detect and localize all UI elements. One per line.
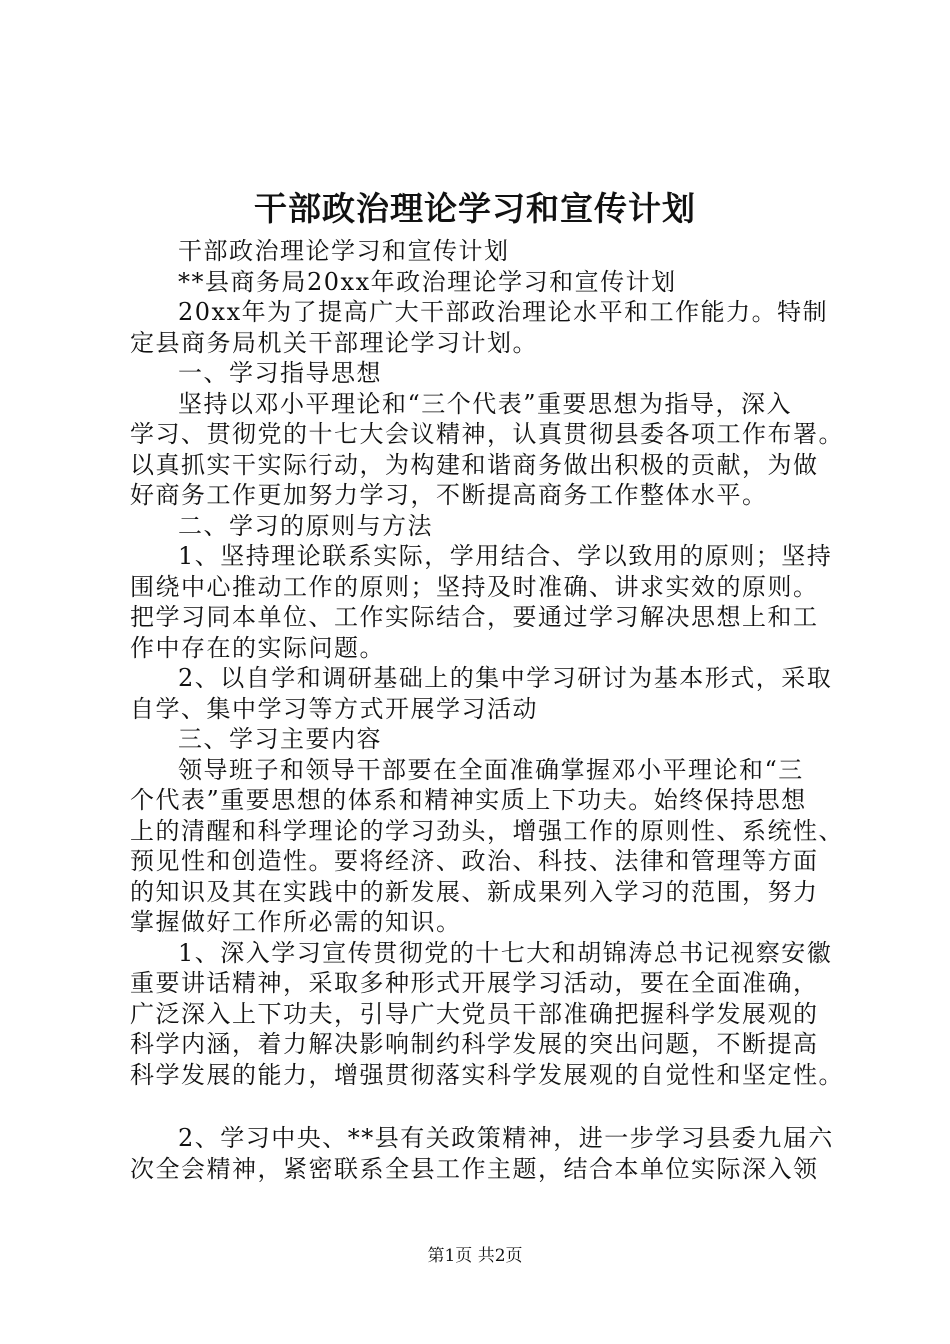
paragraph-line: 学习、贯彻党的十七大会议精神，认真贯彻县委各项工作布署。 [130,420,844,448]
page-footer: 第1页 共2页 [427,1246,523,1266]
paragraph-line: 作中存在的实际问题。 [130,633,385,662]
paragraph-line: 预见性和创造性。要将经济、政治、科技、法律和管理等方面 [130,847,819,875]
paragraph-line: 科学内涵，着力解决影响制约科学发展的突出问题，不断提高 [130,1030,819,1058]
paragraph-line: 把学习同本单位、工作实际结合，要通过学习解决思想上和工 [130,603,819,631]
section-heading: 三、学习主要内容 [178,725,382,753]
paragraph-line: 1、深入学习宣传贯彻党的十七大和胡锦涛总书记视察安徽 [178,938,833,967]
document-body [130,236,844,1184]
paragraph-line: 好商务工作更加努力学习，不断提高商务工作整体水平。 [130,481,768,509]
paragraph-line: 自学、集中学习等方式开展学习活动 [130,694,538,723]
paragraph-line: 科学发展的能力，增强贯彻落实科学发展观的自觉性和坚定性。 [130,1060,844,1089]
paragraph-line: 2、学习中央、**县有关政策精神，进一步学习县委九届六 [178,1124,834,1152]
paragraph-line: 1、坚持理论联系实际，学用结合、学以致用的原则；坚持 [178,542,833,570]
paragraph-line: 的知识及其在实践中的新发展、新成果列入学习的范围，努力 [130,877,819,906]
paragraph-line: 掌握做好工作所必需的知识。 [130,908,462,936]
subtitle-line: 干部政治理论学习和宣传计划 [178,237,510,265]
paragraph-line: 次全会精神，紧密联系全县工作主题，结合本单位实际深入领 [130,1154,819,1183]
paragraph-gap [130,1090,830,1123]
intro-line: 20xx年为了提高广大干部政治理论水平和工作能力。特制 [178,298,829,326]
paragraph-line: 坚持以邓小平理论和“三个代表”重要思想为指导，深入 [178,389,793,418]
paragraph-line: 个代表”重要思想的体系和精神实质上下功夫。始终保持思想 [130,786,807,814]
paragraph-line: 上的清醒和科学理论的学习劲头，增强工作的原则性、系统性、 [130,816,844,845]
paragraph-line: 以真抓实干实际行动，为构建和谐商务做出积极的贡献，为做 [130,450,819,479]
section-heading: 二、学习的原则与方法 [178,511,433,540]
paragraph-line: 重要讲话精神，采取多种形式开展学习活动，要在全面准确， [130,969,819,997]
paragraph-line: 领导班子和领导干部要在全面准确掌握邓小平理论和“三 [178,755,804,784]
paragraph-line: 2、以自学和调研基础上的集中学习研讨为基本形式，采取 [178,664,833,692]
document-title: 干部政治理论学习和宣传计划 [254,189,696,228]
intro-line: 定县商务局机关干部理论学习计划。 [130,328,538,357]
plan-heading-line: **县商务局20xx年政治理论学习和宣传计划 [178,267,677,296]
paragraph-line: 围绕中心推动工作的原则；坚持及时准确、讲求实效的原则。 [130,572,819,601]
section-heading: 一、学习指导思想 [178,359,382,387]
paragraph-line: 广泛深入上下功夫，引导广大党员干部准确把握科学发展观的 [130,999,819,1028]
